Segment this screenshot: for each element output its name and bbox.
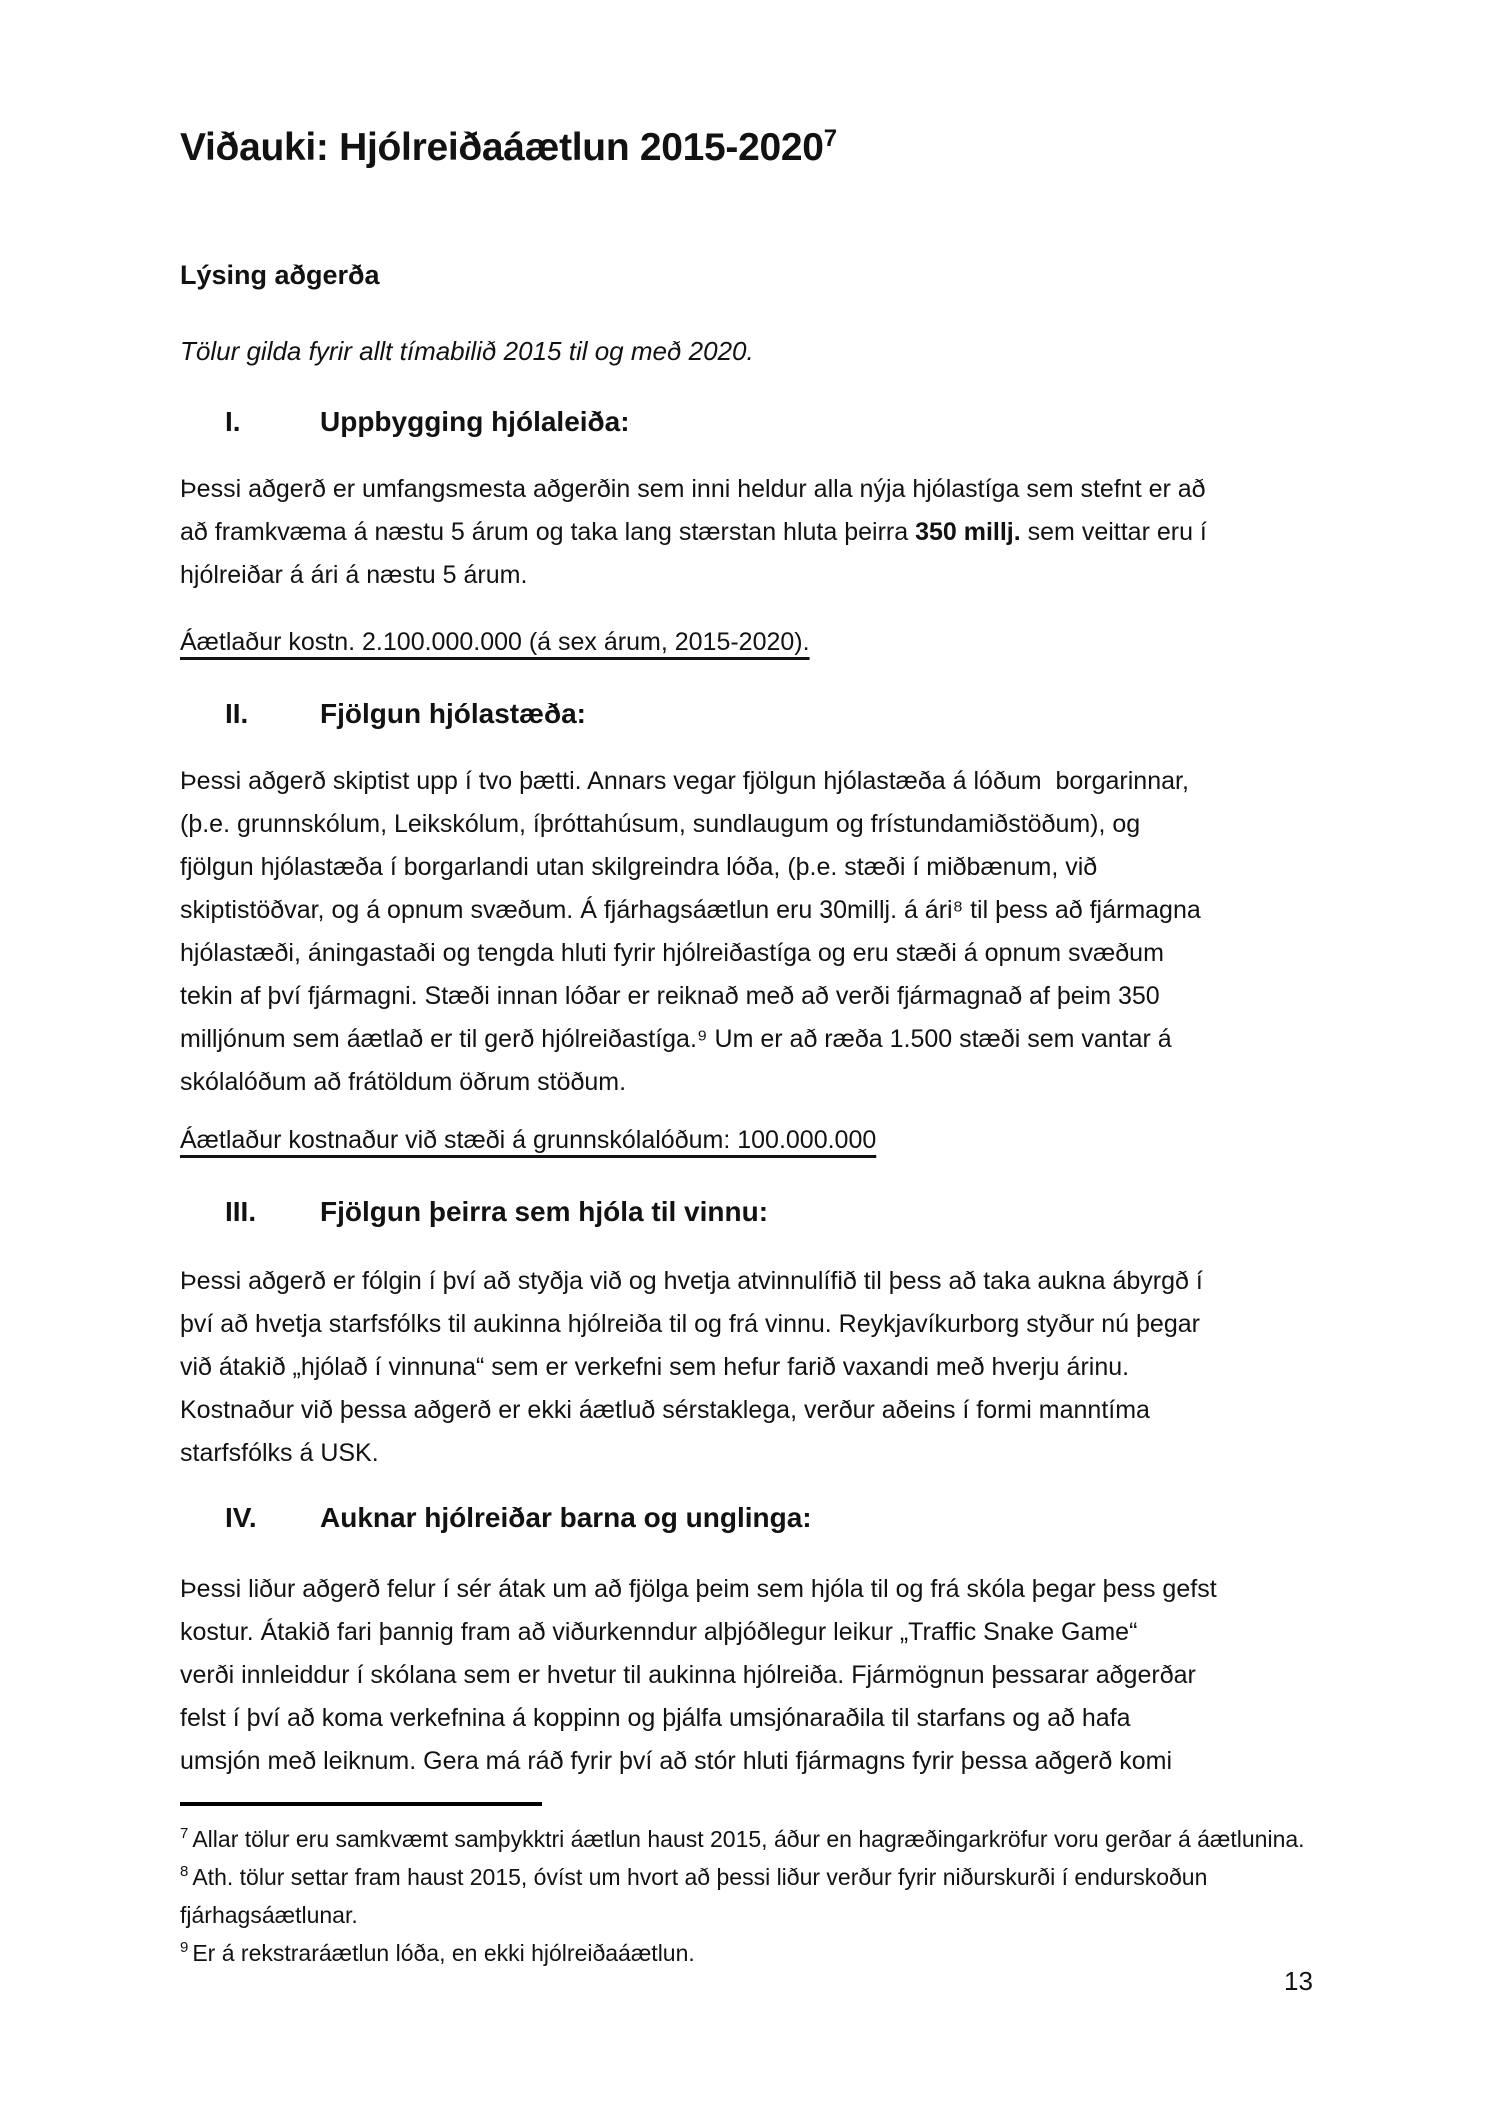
footnote-8	[180, 1858, 1345, 1934]
page-title-text: Viðauki: Hjólreiðaáætlun 2015-2020	[180, 126, 824, 169]
footnote-9	[180, 1934, 1345, 1972]
title-footnote-ref: 7	[823, 125, 837, 152]
section-2-heading	[180, 698, 1345, 730]
section-1-cost-line: Áætlaður kostn. 2.100.000.000 (á sex árum, 2015-2020).	[180, 628, 810, 656]
section-2-paragraph	[180, 760, 1345, 1104]
footnote-separator	[180, 1802, 542, 1806]
text-segment: sem veittar eru í	[1020, 518, 1207, 546]
text-line: því að hvetja starfsfólks til aukinna hjólreiða til og frá vinnu. Reykjavíkurborg styður nú þegar	[180, 1310, 1200, 1338]
section-1-heading	[180, 406, 1345, 438]
subtitle: Lýsing aðgerða	[180, 260, 380, 290]
section-4-paragraph	[180, 1568, 1345, 1783]
text-line: við átakið „hjólað í vinnuna“ sem er verkefni sem hefur farið vaxandi með hverju árinu.	[180, 1353, 1130, 1381]
text-line: starfsfólks á USK.	[180, 1439, 379, 1467]
text-line: skiptistöðvar, og á opnum svæðum. Á fjárhagsáætlun eru 30millj. á ári⁸ til þess að fjármagna	[180, 896, 1201, 924]
section-4-heading-text: Auknar hjólreiðar barna og unglinga:	[320, 1502, 812, 1533]
section-3-heading-text: Fjölgun þeirra sem hjóla til vinnu:	[320, 1196, 769, 1227]
section-4-heading	[180, 1502, 1345, 1534]
text-line: tekin af því fjármagni. Stæði innan lóðar er reiknað með að verði fjármagnað af þeim 350	[180, 982, 1160, 1010]
intro-line: Tölur gilda fyrir allt tímabilið 2015 til og með 2020.	[180, 336, 754, 366]
text-line: felst í því að koma verkefnina á koppinn og þjálfa umsjónaraðila til starfans og að hafa	[180, 1704, 1131, 1732]
text-line: Þessi aðgerð er umfangsmesta aðgerðin sem inni heldur alla nýja hjólastíga sem stefnt er að	[180, 475, 1206, 503]
section-4-numeral: IV.	[225, 1502, 257, 1533]
section-2-cost-line: Áætlaður kostnaður við stæði á grunnskólalóðum: 100.000.000	[180, 1126, 877, 1154]
footnote-7	[180, 1820, 1345, 1858]
footnote-7-text: Allar tölur eru samkvæmt samþykktri áætlun haust 2015, áður en hagræðingarkröfur voru gerðar á áætlunina.	[192, 1826, 1305, 1852]
page-title	[180, 126, 1345, 170]
footnote-9-text: Er á rekstraráætlun lóða, en ekki hjólreiðaáætlun.	[192, 1940, 695, 1966]
section-3-paragraph	[180, 1260, 1345, 1475]
text-line: hjólreiðar á ári á næstu 5 árum.	[180, 561, 528, 589]
text-line: Kostnaður við þessa aðgerð er ekki áætluð sérstaklega, verður aðeins í formi manntíma	[180, 1396, 1150, 1424]
section-1-heading-text: Uppbygging hjólaleiða:	[320, 406, 630, 437]
text-line: Þessi aðgerð skiptist upp í tvo þætti. Annars vegar fjölgun hjólastæða á lóðum borgarinnar,	[180, 767, 1189, 795]
text-line: hjólastæði, áningastaði og tengda hluti fyrir hjólreiðastíga og eru stæði á opnum svæðum	[180, 939, 1164, 967]
text-line: (þ.e. grunnskólum, Leikskólum, íþróttahúsum, sundlaugum og frístundamiðstöðum), og	[180, 810, 1141, 838]
footnote-8-marker: 8	[180, 1863, 189, 1881]
text-line: fjölgun hjólastæða í borgarlandi utan skilgreindra lóða, (þ.e. stæði í miðbænum, við	[180, 853, 1098, 881]
text-segment: að framkvæma á næstu 5 árum og taka lang stærstan hluta þeirra	[180, 518, 916, 546]
section-2-heading-text: Fjölgun hjólastæða:	[320, 698, 586, 729]
footnote-8-text: Ath. tölur settar fram haust 2015, óvíst um hvort að þessi liður verður fyrir niðurskurði í endurskoðun fjárhagsáætlunar.	[180, 1864, 1208, 1928]
section-3-numeral: III.	[225, 1196, 257, 1227]
section-2-numeral: II.	[225, 698, 249, 729]
bold-amount: 350 millj.	[915, 518, 1021, 546]
section-1-paragraph	[180, 468, 1345, 597]
footnotes-block	[180, 1820, 1345, 1972]
text-line: kostur. Átakið fari þannig fram að viðurkenndur alþjóðlegur leikur „Traffic Snake Game“	[180, 1618, 1138, 1646]
section-1-numeral: I.	[225, 406, 241, 437]
text-line: milljónum sem áætlað er til gerð hjólreiðastíga.⁹ Um er að ræða 1.500 stæði sem vantar á	[180, 1025, 1172, 1053]
section-3-heading	[180, 1196, 1345, 1228]
text-line: Þessi liður aðgerð felur í sér átak um að fjölga þeim sem hjóla til og frá skóla þegar þess gefst	[180, 1575, 1217, 1603]
text-line	[180, 511, 1345, 554]
text-line: verði innleiddur í skólana sem er hvetur til aukinna hjólreiða. Fjármögnun þessarar aðgerðar	[180, 1661, 1196, 1689]
footnote-9-marker: 9	[180, 1939, 189, 1957]
text-line: skólalóðum að frátöldum öðrum stöðum.	[180, 1068, 627, 1096]
text-line: Þessi aðgerð er fólgin í því að styðja við og hvetja atvinnulífið til þess að taka aukna ábyrgð í	[180, 1267, 1203, 1295]
text-line: umsjón með leiknum. Gera má ráð fyrir því að stór hluti fjármagns fyrir þessa aðgerð komi	[180, 1747, 1173, 1775]
footnote-7-marker: 7	[180, 1825, 189, 1843]
page-number: 13	[1284, 1966, 1313, 1996]
